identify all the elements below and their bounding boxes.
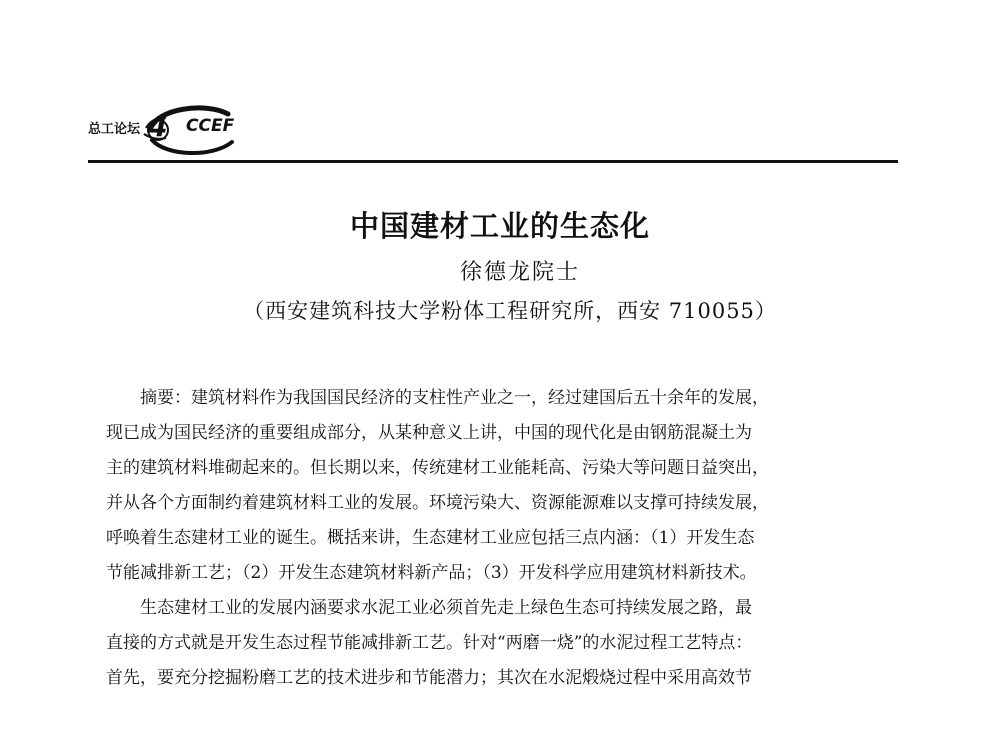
logo-chinese-text: 总工论坛 xyxy=(88,122,141,137)
text-line: 呼唤着生态建材工业的诞生。概括来讲，生态建材工业应包括三点内涵：（1）开发生态 xyxy=(106,528,755,548)
text-line: 节能减排新工艺；（2）开发生态建筑材料新产品；（3）开发科学应用建筑材料新技术。 xyxy=(106,563,757,583)
abstract-paragraph xyxy=(106,381,862,591)
article-author: 徐德龙院士 xyxy=(459,260,580,285)
article-title: 中国建材工业的生态化 xyxy=(349,209,650,243)
text-line: 直接的方式就是开发生态过程节能减排新工艺。针对“两磨一烧”的水泥过程工艺特点： xyxy=(106,633,753,653)
text-line: 现已成为国民经济的重要组成部分，从某种意义上讲，中国的现代化是由钢筋混凝土为 xyxy=(106,423,752,443)
text-line: 并从各个方面制约着建筑材料工业的发展。环境污染大、资源能源难以支撑可持续发展， xyxy=(106,493,769,513)
text-line: 首先，要充分挖掘粉磨工艺的技术进步和节能潜力；其次在水泥煅烧过程中采用高效节 xyxy=(106,668,752,688)
logo-english-text: CCEF xyxy=(186,116,235,136)
body-paragraph xyxy=(106,591,862,696)
logo-emblem-numeral: 4 xyxy=(148,110,168,143)
forum-logo xyxy=(88,96,238,160)
text-line: 主的建筑材料堆砌起来的。但长期以来，传统建材工业能耗高、污染大等问题日益突出， xyxy=(106,458,769,478)
text-line: 生态建材工业的发展内涵要求水泥工业必须首先走上绿色生态可持续发展之路，最 xyxy=(140,598,752,618)
text-line: 摘要：建筑材料作为我国国民经济的支柱性产业之一，经过建国后五十余年的发展， xyxy=(140,388,769,408)
article-body xyxy=(106,381,862,696)
author-affiliation: （西安建筑科技大学粉体工程研究所，西安 710055） xyxy=(243,299,777,323)
header-divider xyxy=(88,160,898,163)
